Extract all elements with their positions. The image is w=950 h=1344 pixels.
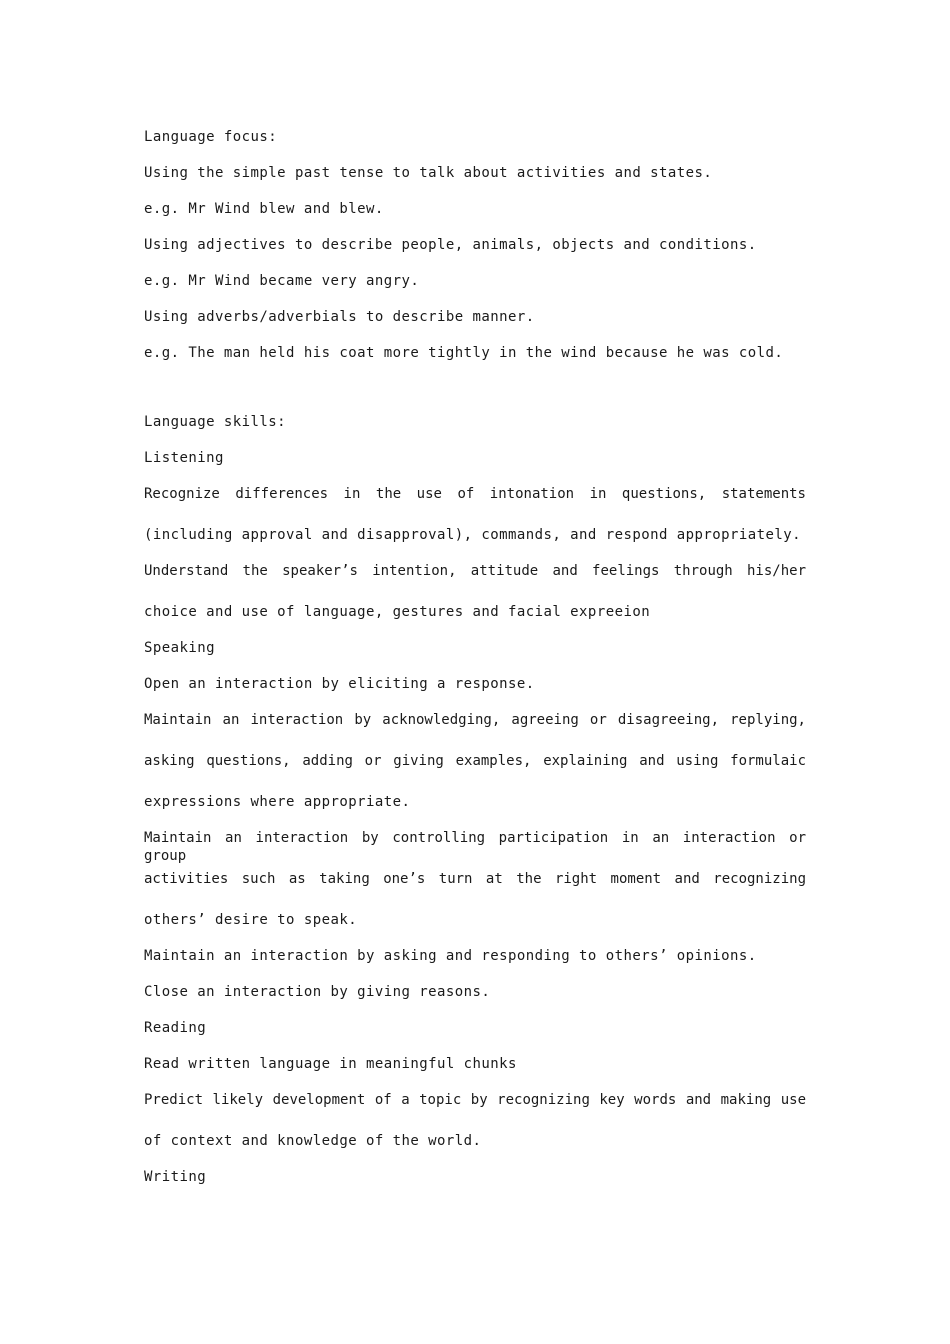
text-line: Open an interaction by eliciting a response. [144, 676, 535, 692]
text-line: of context and knowledge of the world. [144, 1133, 482, 1149]
text-line: expressions where appropriate. [144, 794, 411, 810]
text-line: Recognize differences in the use of intonation in questions, statements [144, 486, 806, 502]
text-line: activities such as taking one’s turn at the right moment and recognizing [144, 871, 806, 887]
example-line: e.g. The man held his coat more tightly in the wind because he was cold. [144, 345, 784, 361]
heading-language-skills: Language skills: [144, 414, 287, 430]
heading-language-focus: Language focus: [144, 129, 278, 145]
text-line: Maintain an interaction by asking and responding to others’ opinions. [144, 948, 757, 964]
example-line: e.g. Mr Wind became very angry. [144, 273, 420, 289]
text-line: Using the simple past tense to talk about activities and states. [144, 165, 713, 181]
text-line: choice and use of language, gestures and facial expreeion [144, 604, 651, 620]
text-line: asking questions, adding or giving examples, explaining and using formulaic [144, 753, 806, 769]
text-line: Using adverbs/adverbials to describe manner. [144, 309, 535, 325]
text-line: Maintain an interaction by acknowledging, agreeing or disagreeing, replying, [144, 712, 806, 728]
subheading-listening: Listening [144, 450, 224, 466]
text-line: Read written language in meaningful chunks [144, 1056, 517, 1072]
text-line: others’ desire to speak. [144, 912, 358, 928]
text-line: Close an interaction by giving reasons. [144, 984, 491, 1000]
text-line: Using adjectives to describe people, animals, objects and conditions. [144, 237, 757, 253]
text-line: Maintain an interaction by controlling participation in an interaction or group [144, 830, 806, 864]
text-line: (including approval and disapproval), commands, and respond appropriately. [144, 527, 802, 543]
subheading-reading: Reading [144, 1020, 207, 1036]
text-line: Predict likely development of a topic by recognizing key words and making use [144, 1092, 806, 1108]
subheading-writing: Writing [144, 1169, 207, 1185]
subheading-speaking: Speaking [144, 640, 216, 656]
example-line: e.g. Mr Wind blew and blew. [144, 201, 384, 217]
text-line: Understand the speaker’s intention, attitude and feelings through his/her [144, 563, 806, 579]
